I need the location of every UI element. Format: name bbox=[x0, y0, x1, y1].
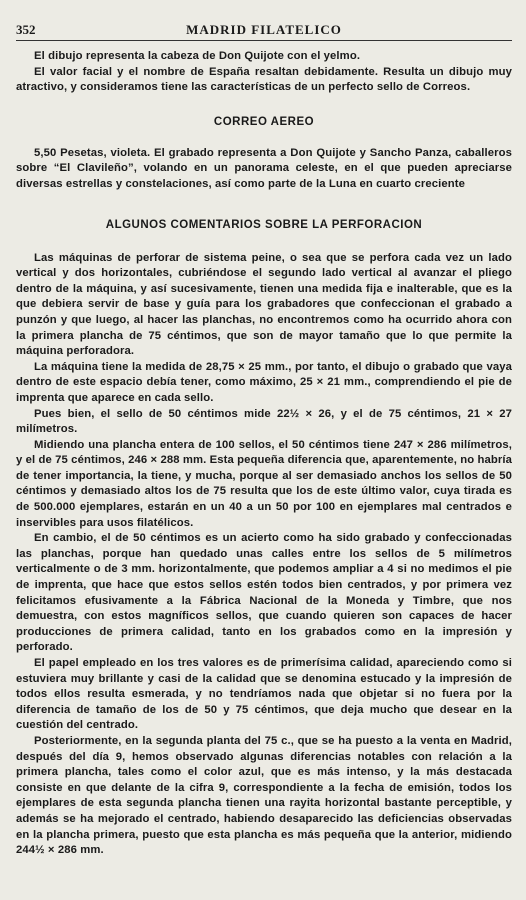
section-title-correo-aereo: CORREO AEREO bbox=[213, 115, 315, 128]
body-paragraph: Pues bien, el sello de 50 céntimos mide 22½ × 26, y el de 75 céntimos, 21 × 27 milímetros. bbox=[16, 407, 512, 436]
section-title-comentarios: ALGUNOS COMENTARIOS SOBRE LA PERFORACION bbox=[105, 218, 423, 231]
body-paragraph: Posteriormente, en la segunda planta del 75 c., que se ha puesto a la venta en Madrid, después del día 9, hemos observado algunas diferencias notables con relación a la primera plancha, tales como el color azul, que es más intenso, y la más destacada consiste en que delante de la cifra 9, correspondiente a la fecha de emisión, todos los ejemplares de esta segunda plancha tienen una rayita horizontal bastante perceptible, y además se ha mejorado el centrado, habiendo desaparecido las deficiencias observadas en la plancha primera, puesto que esta plancha es más pequeña que la anterior, midiendo 244½ × 286 mm. bbox=[16, 734, 512, 857]
running-title: MADRID FILATELICO bbox=[186, 22, 342, 37]
body-paragraph: La máquina tiene la medida de 28,75 × 25 mm., por tanto, el dibujo o grabado que vaya dentro de este espacio debía tener, como máximo, 25 × 21 mm., comprendiendo el pie de imprenta que aparece en cada sello. bbox=[16, 360, 512, 404]
intro-paragraph: El valor facial y el nombre de España resaltan debidamente. Resulta un dibujo muy atractivo, y consideramos tiene las características de un perfecto sello de Correos. bbox=[16, 65, 512, 94]
page-header bbox=[16, 22, 512, 41]
correo-aereo-paragraph: 5,50 Pesetas, violeta. El grabado representa a Don Quijote y Sancho Panza, caballeros sobre “El Clavileño”, volando en un panorama celeste, en el que pueden apreciarse diversas estrellas y constelaciones, así como parte de la Luna en cuarto creciente bbox=[16, 146, 512, 190]
body-paragraph: Las máquinas de perforar de sistema peine, o sea que se perfora cada vez un lado vertical y dos horizontales, cubriéndose el segundo lado vertical al avanzar el pliego dentro de la máquina, y así sucesivamente, tienen una medida fija e inalterable, que es la que debiera servir de base y guía para los grabadores que confeccionan el grabado a punzón y que luego, al hacer las planchas, no encontremos como ha ocurrido ahora con la primera plancha de 75 céntimos, que son de mayor tamaño que lo que permite la máquina perforadora. bbox=[16, 251, 512, 358]
body-paragraph: En cambio, el de 50 céntimos es un acierto como ha sido grabado y confeccionadas las planchas, porque han quedado unas calles entre los sellos de 5 milímetros verticalmente o de 3 mm. horizontalmente, que podemos ampliar a 4 si no medimos el pie de imprenta, que hace que estos sellos estén todos bien centrados, y por primera vez felicitamos efusivamente a la Fábrica Nacional de la Moneda y Timbre, que nos demuestra, con estos magníficos sellos, que cuando quieren son capaces de hacer producciones de primera calidad, tanto en los grabados como en la impresión y perforado. bbox=[16, 532, 512, 654]
page-number: 352 bbox=[16, 22, 36, 37]
intro-paragraph: El dibujo representa la cabeza de Don Quijote con el yelmo. bbox=[34, 50, 361, 62]
body-paragraph: El papel empleado en los tres valores es de primerísima calidad, apareciendo como si estuviera muy brillante y casi de la calidad que se denomina estucado y la impresión de todos ellos resulta esmerada, y no tendríamos nada que objetar si no fuera por la diferencia de tamaño de los de 50 y 75 céntimos, que deja mucho que desear en la cuestión del centrado. bbox=[16, 657, 512, 732]
body-paragraph: Midiendo una plancha entera de 100 sellos, el 50 céntimos tiene 247 × 286 milímetros, y el de 75 céntimos, 246 × 288 mm. Esta pequeña diferencia que, aparentemente, no habría de tener importancia, la tiene, y mucha, porque al ser demasiado anchos los sellos de 50 céntimos y demasiado altos los de 75 resulta que los de este último valor, cuya tirada es de 500.000 ejemplares, estarán en un 40 a un 50 por 100 en ejemplares mal centrados e inservibles para usos filatélicos. bbox=[16, 438, 512, 529]
